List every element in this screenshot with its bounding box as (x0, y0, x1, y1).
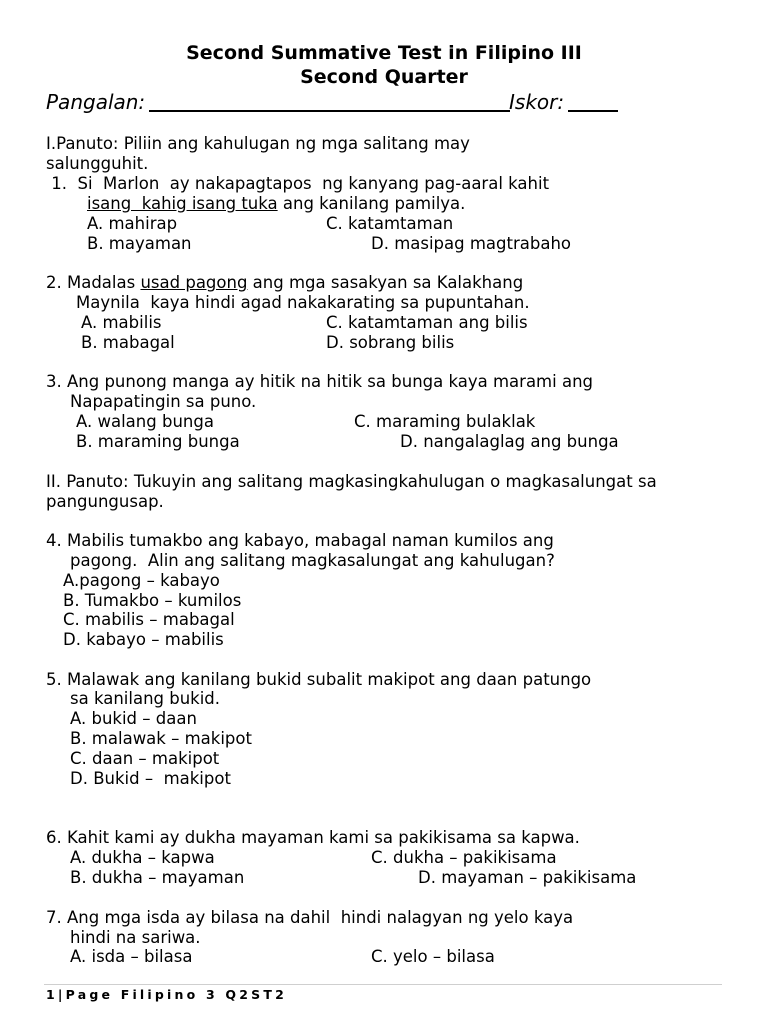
q7-choice-c[interactable]: C. yelo – bilasa (371, 947, 495, 966)
q6-choice-a[interactable]: A. dukha – kapwa (70, 848, 215, 867)
q1-choice-a[interactable]: A. mahirap (87, 214, 178, 233)
test-subtitle: Second Quarter (300, 66, 468, 88)
part1-directions: I.Panuto: Piliin ang kahulugan ng mga salitang may (46, 134, 470, 153)
question-2-cont: Maynila kaya hindi agad nakakarating sa pupuntahan. (76, 293, 530, 312)
q2-choice-d[interactable]: D. sobrang bilis (326, 333, 455, 352)
question-7-cont: hindi na sariwa. (70, 928, 201, 947)
test-title: Second Summative Test in Filipino III (186, 42, 582, 64)
q6-choice-b[interactable]: B. dukha – mayaman (70, 868, 245, 887)
q4-choice-c[interactable]: C. mabilis – mabagal (63, 610, 235, 629)
question-3-cont: Napapatingin sa puno. (70, 392, 257, 411)
q1-choice-b[interactable]: B. mayaman (87, 234, 192, 253)
question-5-cont: sa kanilang bukid. (70, 689, 221, 708)
question-2 (46, 273, 523, 293)
score-blank-line[interactable] (568, 110, 618, 112)
part2-directions: II. Panuto: Tukuyin ang salitang magkasingkahulugan o magkasalungat sa (46, 472, 657, 491)
question-1-cont (87, 194, 465, 214)
underlined-phrase: isang kahig isang tuka (87, 194, 278, 213)
question-2-pre: 2. Madalas (46, 273, 141, 292)
footer-divider (44, 984, 722, 985)
question-6: 6. Kahit kami ay dukha mayaman kami sa pakikisama sa kapwa. (46, 828, 580, 847)
name-blank-line[interactable] (149, 110, 510, 112)
q3-choice-b[interactable]: B. maraming bunga (76, 432, 240, 451)
q6-choice-c[interactable]: C. dukha – pakikisama (371, 848, 557, 867)
q4-choice-b[interactable]: B. Tumakbo – kumilos (63, 591, 242, 610)
question-1: 1. Si Marlon ay nakapagtapos ng kanyang pag-aaral kahit (46, 174, 550, 193)
q5-choice-c[interactable]: C. daan – makipot (70, 749, 220, 768)
underlined-phrase: usad pagong (140, 273, 248, 292)
q4-choice-a[interactable]: A.pagong – kabayo (63, 571, 220, 590)
question-4: 4. Mabilis tumakbo ang kabayo, mabagal naman kumilos ang (46, 531, 554, 550)
q2-choice-a[interactable]: A. mabilis (81, 313, 162, 332)
question-7: 7. Ang mga isda ay bilasa na dahil hindi nalagyan ng yelo kaya (46, 908, 574, 927)
q3-choice-a[interactable]: A. walang bunga (76, 412, 214, 431)
name-label: Pangalan: (46, 90, 146, 114)
question-2-post: ang mga sasakyan sa Kalakhang (247, 273, 524, 292)
q2-choice-b[interactable]: B. mabagal (81, 333, 175, 352)
question-4-cont: pagong. Alin ang salitang magkasalungat ang kahulugan? (70, 551, 555, 570)
page-footer: 1|Page Filipino 3 Q2ST2 (46, 987, 287, 1002)
q5-choice-b[interactable]: B. malawak – makipot (70, 729, 252, 748)
q2-choice-c[interactable]: C. katamtaman ang bilis (326, 313, 528, 332)
q5-choice-d[interactable]: D. Bukid – makipot (70, 769, 231, 788)
question-3: 3. Ang punong manga ay hitik na hitik sa bunga kaya marami ang (46, 372, 593, 391)
q7-choice-a[interactable]: A. isda – bilasa (70, 947, 193, 966)
part1-directions-cont: salungguhit. (46, 154, 149, 173)
question-5: 5. Malawak ang kanilang bukid subalit makipot ang daan patungo (46, 670, 592, 689)
score-label: Iskor: (509, 90, 565, 114)
q3-choice-c[interactable]: C. maraming bulaklak (354, 412, 536, 431)
part2-directions-cont: pangungusap. (46, 492, 164, 511)
q3-choice-d[interactable]: D. nangalaglag ang bunga (400, 432, 619, 451)
q1-choice-d[interactable]: D. masipag magtrabaho (371, 234, 572, 253)
question-1-tail: ang kanilang pamilya. (277, 194, 466, 213)
q6-choice-d[interactable]: D. mayaman – pakikisama (418, 868, 637, 887)
q1-choice-c[interactable]: C. katamtaman (326, 214, 454, 233)
q5-choice-a[interactable]: A. bukid – daan (70, 709, 197, 728)
q4-choice-d[interactable]: D. kabayo – mabilis (63, 630, 224, 649)
